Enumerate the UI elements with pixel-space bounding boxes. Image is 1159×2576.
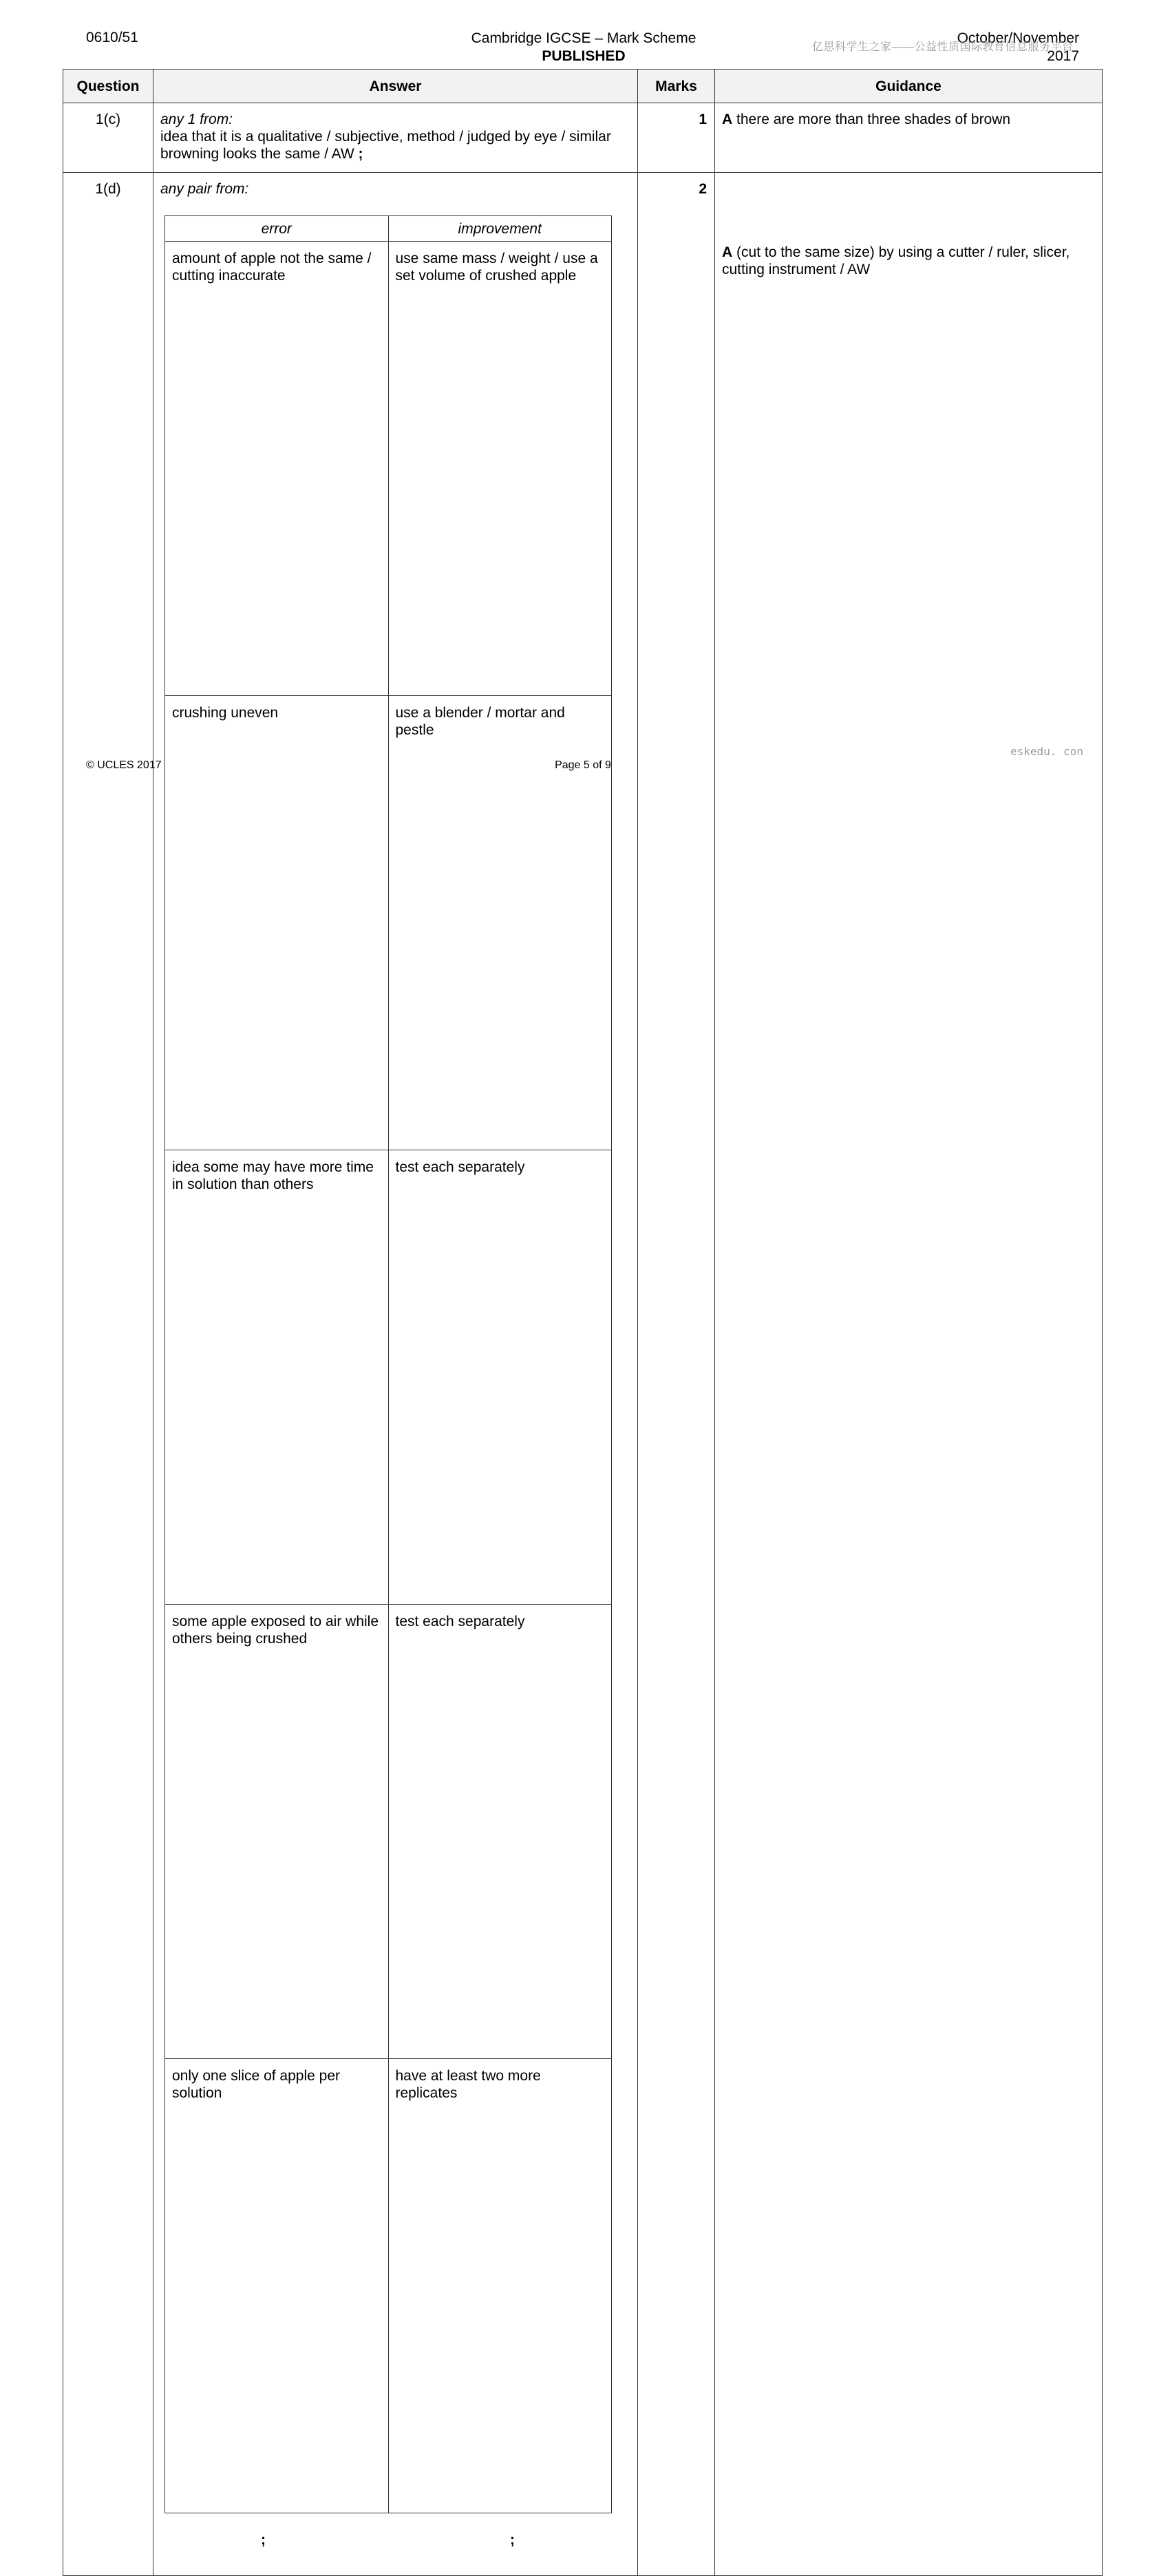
- improvement-cell: have at least two more replicates: [388, 2059, 612, 2513]
- error-cell: idea some may have more time in solution than others: [165, 1150, 389, 1605]
- page-number: Page 5 of 9: [555, 759, 611, 771]
- error-terminator: ;: [261, 2532, 266, 2548]
- guidance-text: (cut to the same size) by using a cutter / ruler, slicer, cutting instrument / AW: [722, 244, 1070, 277]
- question-number: 1(d): [63, 173, 153, 2576]
- question-number: 1(c): [63, 103, 153, 173]
- improvement-cell: use same mass / weight / use a set volume of crushed apple: [388, 242, 612, 696]
- improvement-terminator: ;: [510, 2532, 515, 2548]
- inner-header-improvement: improvement: [388, 216, 612, 242]
- guidance-accept-marker: A: [722, 112, 733, 127]
- table-header-row: [63, 70, 1103, 103]
- guidance-content: [722, 244, 1095, 278]
- paper-code: 0610/51: [86, 30, 138, 45]
- answer-text: idea that it is a qualitative / subjective, method / judged by eye / similar browning looks the same / AW: [160, 129, 611, 162]
- guidance-text: there are more than three shades of brown: [736, 112, 1011, 127]
- error-cell: some apple exposed to air while others being crushed: [165, 1605, 389, 2059]
- guidance-accept-marker: A: [722, 244, 733, 260]
- guidance-cell: [715, 173, 1103, 2576]
- marks-value: 2: [638, 173, 715, 2576]
- table-row: [63, 173, 1103, 2576]
- error-cell: only one slice of apple per solution: [165, 2059, 389, 2513]
- answer-intro: any pair from:: [160, 181, 249, 197]
- answer-cell: [153, 173, 638, 2576]
- improvement-cell: use a blender / mortar and pestle: [388, 696, 612, 1150]
- error-cell: amount of apple not the same / cutting inaccurate: [165, 242, 389, 696]
- pair-terminators: [160, 2513, 630, 2575]
- column-header-guidance: Guidance: [715, 70, 1103, 103]
- session-year: 2017: [1047, 48, 1079, 64]
- document-header: [394, 30, 773, 65]
- inner-header-error: error: [165, 216, 389, 242]
- answer-terminator: ;: [358, 146, 363, 162]
- answer-intro: any 1 from:: [160, 112, 233, 127]
- pair-row: [165, 1150, 612, 1605]
- document-title: Cambridge IGCSE – Mark Scheme: [471, 30, 697, 46]
- mark-scheme-table: [63, 69, 1103, 2576]
- pair-row: [165, 1605, 612, 2059]
- pair-row: [165, 2059, 612, 2513]
- copyright-notice: © UCLES 2017: [86, 759, 162, 771]
- column-header-answer: Answer: [153, 70, 638, 103]
- site-watermark: eskedu. con: [1010, 745, 1083, 758]
- inner-header-row: [165, 216, 612, 242]
- error-cell: crushing uneven: [165, 696, 389, 1150]
- improvement-cell: test each separately: [388, 1150, 612, 1605]
- watermark-text: 亿思科学生之家——公益性质国际教育信息服务平台: [812, 41, 1074, 53]
- session-label: October/November: [957, 30, 1079, 46]
- column-header-question: Question: [63, 70, 153, 103]
- pair-row: [165, 242, 612, 696]
- answer-content: [160, 128, 630, 162]
- marks-value: 1: [638, 103, 715, 173]
- answer-cell: [153, 103, 638, 173]
- table-row: [63, 103, 1103, 173]
- published-label: PUBLISHED: [542, 48, 626, 64]
- error-improvement-table: [164, 215, 612, 2513]
- column-header-marks: Marks: [638, 70, 715, 103]
- improvement-cell: test each separately: [388, 1605, 612, 2059]
- guidance-cell: [715, 103, 1103, 173]
